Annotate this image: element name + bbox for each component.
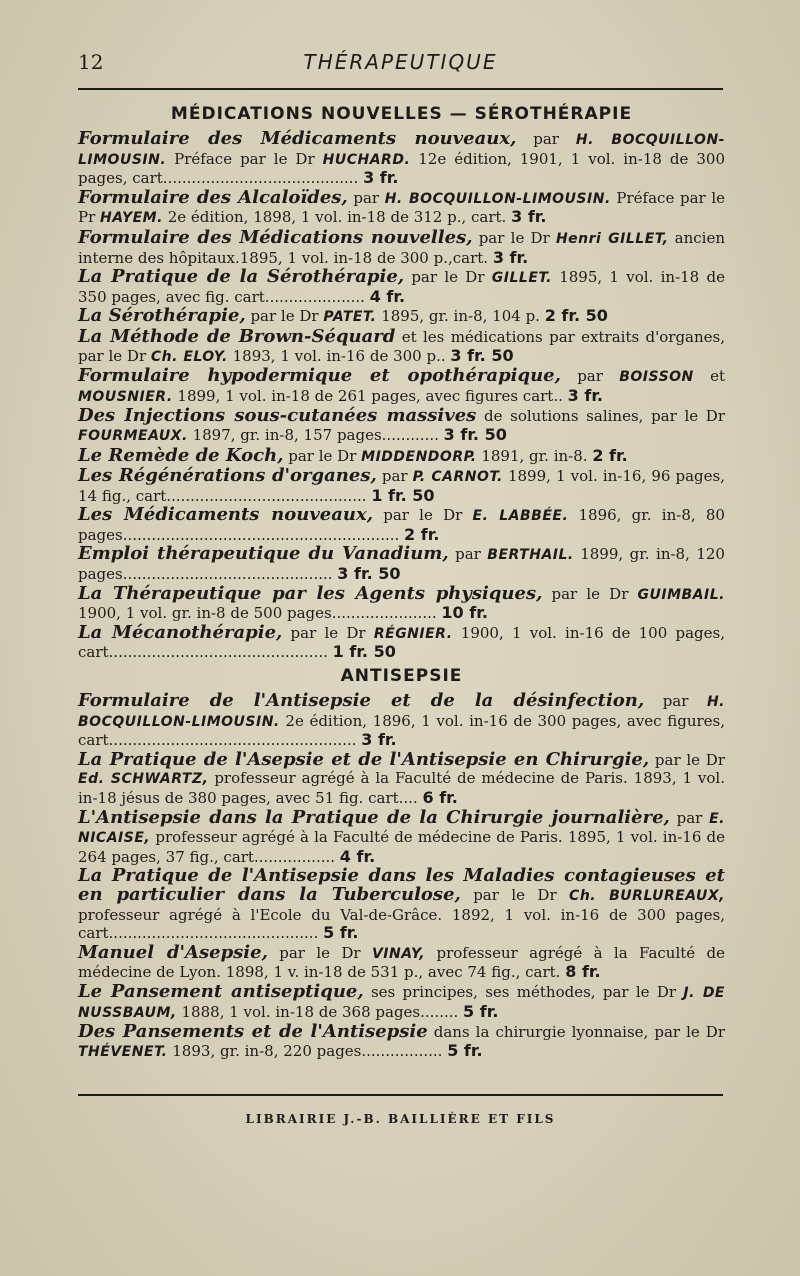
book-title: La Mécanothérapie, xyxy=(78,621,283,643)
author-name: Ch. ELOY. xyxy=(150,348,228,365)
book-details: par le Dr xyxy=(373,506,473,525)
catalog-content xyxy=(78,100,725,1061)
book-title: Des Pansements et de l'Antisepsie xyxy=(78,1021,428,1043)
author-name: THÉVENET. xyxy=(78,1043,168,1060)
catalog-entry xyxy=(78,582,725,623)
publisher-footer: LIBRAIRIE J.-B. BAILLIÈRE ET FILS xyxy=(245,1112,556,1126)
book-title: Le Remède de Koch, xyxy=(78,444,284,466)
book-details: dans la chirurgie lyonnaise, par le Dr xyxy=(427,1023,726,1042)
author-name: MIDDENDORP. xyxy=(361,448,477,465)
book-details: ses principes, ses méthodes, par le Dr xyxy=(363,982,684,1001)
book-title: Emploi thérapeutique du Vanadium, xyxy=(78,543,449,565)
book-details: par xyxy=(376,467,413,486)
price: 3 fr. xyxy=(511,207,547,227)
author-name: FOURMEAUX. xyxy=(78,427,188,444)
book-details: professeur agrégé à la Faculté de médecine de Paris. 1893, 1 vol. in-18 jésus de 380 pages, avec 51 fig. cart.... xyxy=(78,769,725,807)
book-details: par xyxy=(516,130,576,148)
page-header xyxy=(78,46,723,86)
author-name: BERTHAIL. xyxy=(487,547,574,564)
author-name: GUIMBAIL. xyxy=(637,586,725,603)
book-details: de solutions salines, par le Dr xyxy=(476,407,725,426)
book-title: Manuel d'Asepsie, xyxy=(78,941,268,963)
catalog-entry xyxy=(78,806,725,867)
book-details: 1895, 1 vol. in-18 de 350 pages, avec fig. cart..................... xyxy=(78,268,725,306)
catalog-entry xyxy=(78,748,725,808)
book-details: par le Dr xyxy=(460,885,570,904)
catalog-entry xyxy=(78,130,725,188)
price: 10 fr. xyxy=(441,603,488,623)
author-name: HUCHARD. xyxy=(322,151,411,168)
catalog-entry xyxy=(78,867,725,942)
price: 5 fr. xyxy=(463,1001,499,1021)
price: 3 fr. xyxy=(492,247,529,267)
price: 4 fr. xyxy=(369,286,406,306)
book-details: par le Dr xyxy=(283,446,362,465)
price: 2 fr. xyxy=(592,445,628,465)
book-details: par xyxy=(448,545,488,564)
author-name: PATET. xyxy=(323,309,377,326)
author-name: HAYEM. xyxy=(100,210,163,227)
book-title: La Pratique de l'Asepsie et de l'Antisepsie en Chirurgie, xyxy=(78,748,650,770)
book-title: Formulaire des Médicaments nouveaux, xyxy=(78,128,517,149)
price: 1 fr. 50 xyxy=(371,485,435,505)
book-title: La Pratique de l'Antisepsie dans les Maladies contagieuses et en particulier dans la Tuberculose, xyxy=(78,865,725,905)
catalog-entry xyxy=(78,941,725,982)
book-details: ancien interne des hôpitaux.1895, 1 vol. in-18 de 300 p.,cart. xyxy=(78,228,725,267)
price: 2 fr. 50 xyxy=(544,306,608,326)
footer-rule xyxy=(78,1094,723,1096)
book-title: Le Pansement antiseptique, xyxy=(78,980,364,1002)
book-title: Formulaire de l'Antisepsie et de la désinfection, xyxy=(78,690,645,712)
book-details: par le Dr xyxy=(282,623,374,642)
author-name: H. BOCQUILLON-LIMOUSIN. xyxy=(78,694,725,730)
book-details: 1893, gr. in-8, 220 pages................. xyxy=(167,1041,448,1060)
author-name: J. DE NUSSBAUM, xyxy=(78,984,726,1021)
catalog-entry xyxy=(78,444,725,467)
book-details: par xyxy=(669,808,710,827)
book-title: L'Antisepsie dans la Pratique de la Chirurgie journalière, xyxy=(78,806,670,828)
price: 3 fr. xyxy=(567,385,604,405)
book-details: Préface par le Pr xyxy=(78,188,725,227)
book-details: 1900, 1 vol. in-16 de 100 pages, cart.............................................. xyxy=(78,623,725,662)
book-details: par le Dr xyxy=(404,268,492,287)
catalog-entry xyxy=(78,268,725,306)
running-title: THÉRAPEUTIQUE xyxy=(303,50,498,74)
price: 8 fr. xyxy=(565,962,601,982)
book-title: Formulaire des Alcaloïdes, xyxy=(78,186,348,208)
author-name: GILLET. xyxy=(491,270,552,287)
book-title: La Pratique de la Sérothérapie, xyxy=(78,266,405,288)
book-title: Les Médicaments nouveaux, xyxy=(78,504,373,526)
price: 6 fr. xyxy=(422,788,458,807)
catalog-entry xyxy=(78,1023,725,1061)
price: 3 fr. 50 xyxy=(337,564,401,584)
catalog-entry xyxy=(78,407,725,445)
book-details: par xyxy=(560,367,620,386)
author-name: RÉGNIER. xyxy=(373,625,453,642)
price: 3 fr. 50 xyxy=(450,345,514,365)
book-title: Formulaire des Médications nouvelles, xyxy=(78,226,473,248)
catalog-entry xyxy=(78,307,725,327)
book-details: 2e édition, 1896, 1 vol. in-16 de 300 pages, avec figures, cart.................................................... xyxy=(78,711,725,750)
book-details: 1899, 1 vol. in-16, 96 pages, 14 fig., cart.......................................... xyxy=(78,467,725,505)
author-name: P. CARNOT. xyxy=(412,469,503,486)
book-details: par le Dr xyxy=(267,943,372,962)
price: 1 fr. 50 xyxy=(332,642,396,662)
price: 5 fr. xyxy=(323,923,359,943)
author-name: E. LABBÉE. xyxy=(472,508,569,525)
book-title: Les Régénérations d'organes, xyxy=(78,465,377,487)
book-details: par le Dr xyxy=(649,750,725,769)
price: 4 fr. xyxy=(339,846,376,866)
section-heading: MÉDICATIONS NOUVELLES — SÉROTHÉRAPIE xyxy=(170,104,633,124)
section-heading: ANTISEPSIE xyxy=(340,666,463,687)
book-details: par xyxy=(644,692,707,711)
book-details: 1900, 1 vol. gr. in-8 de 500 pages...................... xyxy=(78,604,442,623)
catalog-entry xyxy=(78,467,725,505)
catalog-entry xyxy=(78,692,725,750)
price: 5 fr. xyxy=(447,1040,483,1060)
price: 3 fr. xyxy=(361,730,397,750)
book-title: Des Injections sous-cutanées massives xyxy=(78,405,477,427)
price: 3 fr. xyxy=(363,168,399,188)
book-details: 1888, 1 vol. in-18 de 368 pages........ xyxy=(176,1002,464,1021)
book-details: professeur agrégé à la Faculté de médecine de Paris. 1895, 1 vol. in-16 de 264 pages, 37 fig., cart................. xyxy=(78,828,725,866)
book-details: par xyxy=(347,188,385,207)
author-name: H. BOCQUILLON-LIMOUSIN. xyxy=(78,132,725,168)
book-details: 1895, gr. in-8, 104 p. xyxy=(376,307,545,326)
book-details: 1893, 1 vol. in-16 de 300 p.. xyxy=(227,346,451,365)
author-name: Henri GILLET, xyxy=(555,230,669,247)
book-details: par le Dr xyxy=(472,228,556,247)
book-title: La Thérapeutique par les Agents physiques, xyxy=(78,582,543,604)
book-details: 1899, 1 vol. in-18 de 261 pages, avec figures cart.. xyxy=(172,386,568,405)
catalog-entry xyxy=(78,980,726,1022)
author-name: MOUSNIER. xyxy=(78,388,173,405)
book-details: professeur agrégé à l'Ecole du Val-de-Grâce. 1892, 1 vol. in-16 de 300 pages, cart............................................ xyxy=(78,905,725,943)
book-details: 1891, gr. in-8. xyxy=(476,446,593,465)
book-details: 1899, gr. in-8, 120 pages............................................ xyxy=(78,545,725,584)
book-details: et xyxy=(693,367,725,386)
book-details: par le Dr xyxy=(542,584,638,603)
catalog-entry xyxy=(78,367,725,406)
author-name: BOISSON xyxy=(619,369,694,386)
page-number: 12 xyxy=(78,50,104,74)
book-details: 12e édition, 1901, 1 vol. in-18 de 300 pages, cart......................................... xyxy=(78,149,725,188)
catalog-entry xyxy=(78,226,725,267)
book-details: Préface par le Dr xyxy=(166,149,323,168)
book-details: 1897, gr. in-8, 157 pages............ xyxy=(187,425,444,444)
catalog-entry xyxy=(78,506,725,544)
author-name: VINAY, xyxy=(371,945,426,962)
book-title: Formulaire hypodermique et opothérapique, xyxy=(78,365,561,387)
book-details: 1896, gr. in-8, 80 pages.......................................................... xyxy=(78,506,725,544)
catalog-entry xyxy=(78,545,725,583)
book-details: professeur agrégé à la Faculté de médecine de Lyon. 1898, 1 v. in-18 de 531 p., avec 74 fig., cart. xyxy=(78,943,725,982)
catalog-entry xyxy=(78,186,725,228)
catalog-entry xyxy=(78,621,725,662)
author-name: H. BOCQUILLON-LIMOUSIN. xyxy=(384,190,611,207)
author-name: Ed. SCHWARTZ, xyxy=(78,771,209,788)
price: 2 fr. xyxy=(404,524,440,544)
header-rule xyxy=(78,88,723,90)
book-details: 2e édition, 1898, 1 vol. in-18 de 312 p., cart. xyxy=(162,208,512,227)
book-details: par le Dr xyxy=(245,307,324,326)
book-title: La Sérothérapie, xyxy=(78,305,246,327)
price: 3 fr. 50 xyxy=(443,424,507,444)
author-name: Ch. BURLUREAUX, xyxy=(569,887,725,904)
author-name: E. NICAISE, xyxy=(78,810,725,847)
book-details: et les médications par extraits d'organes, par le Dr xyxy=(78,327,726,365)
catalog-entry xyxy=(78,325,726,366)
book-title: La Méthode de Brown-Séquard xyxy=(78,325,396,347)
